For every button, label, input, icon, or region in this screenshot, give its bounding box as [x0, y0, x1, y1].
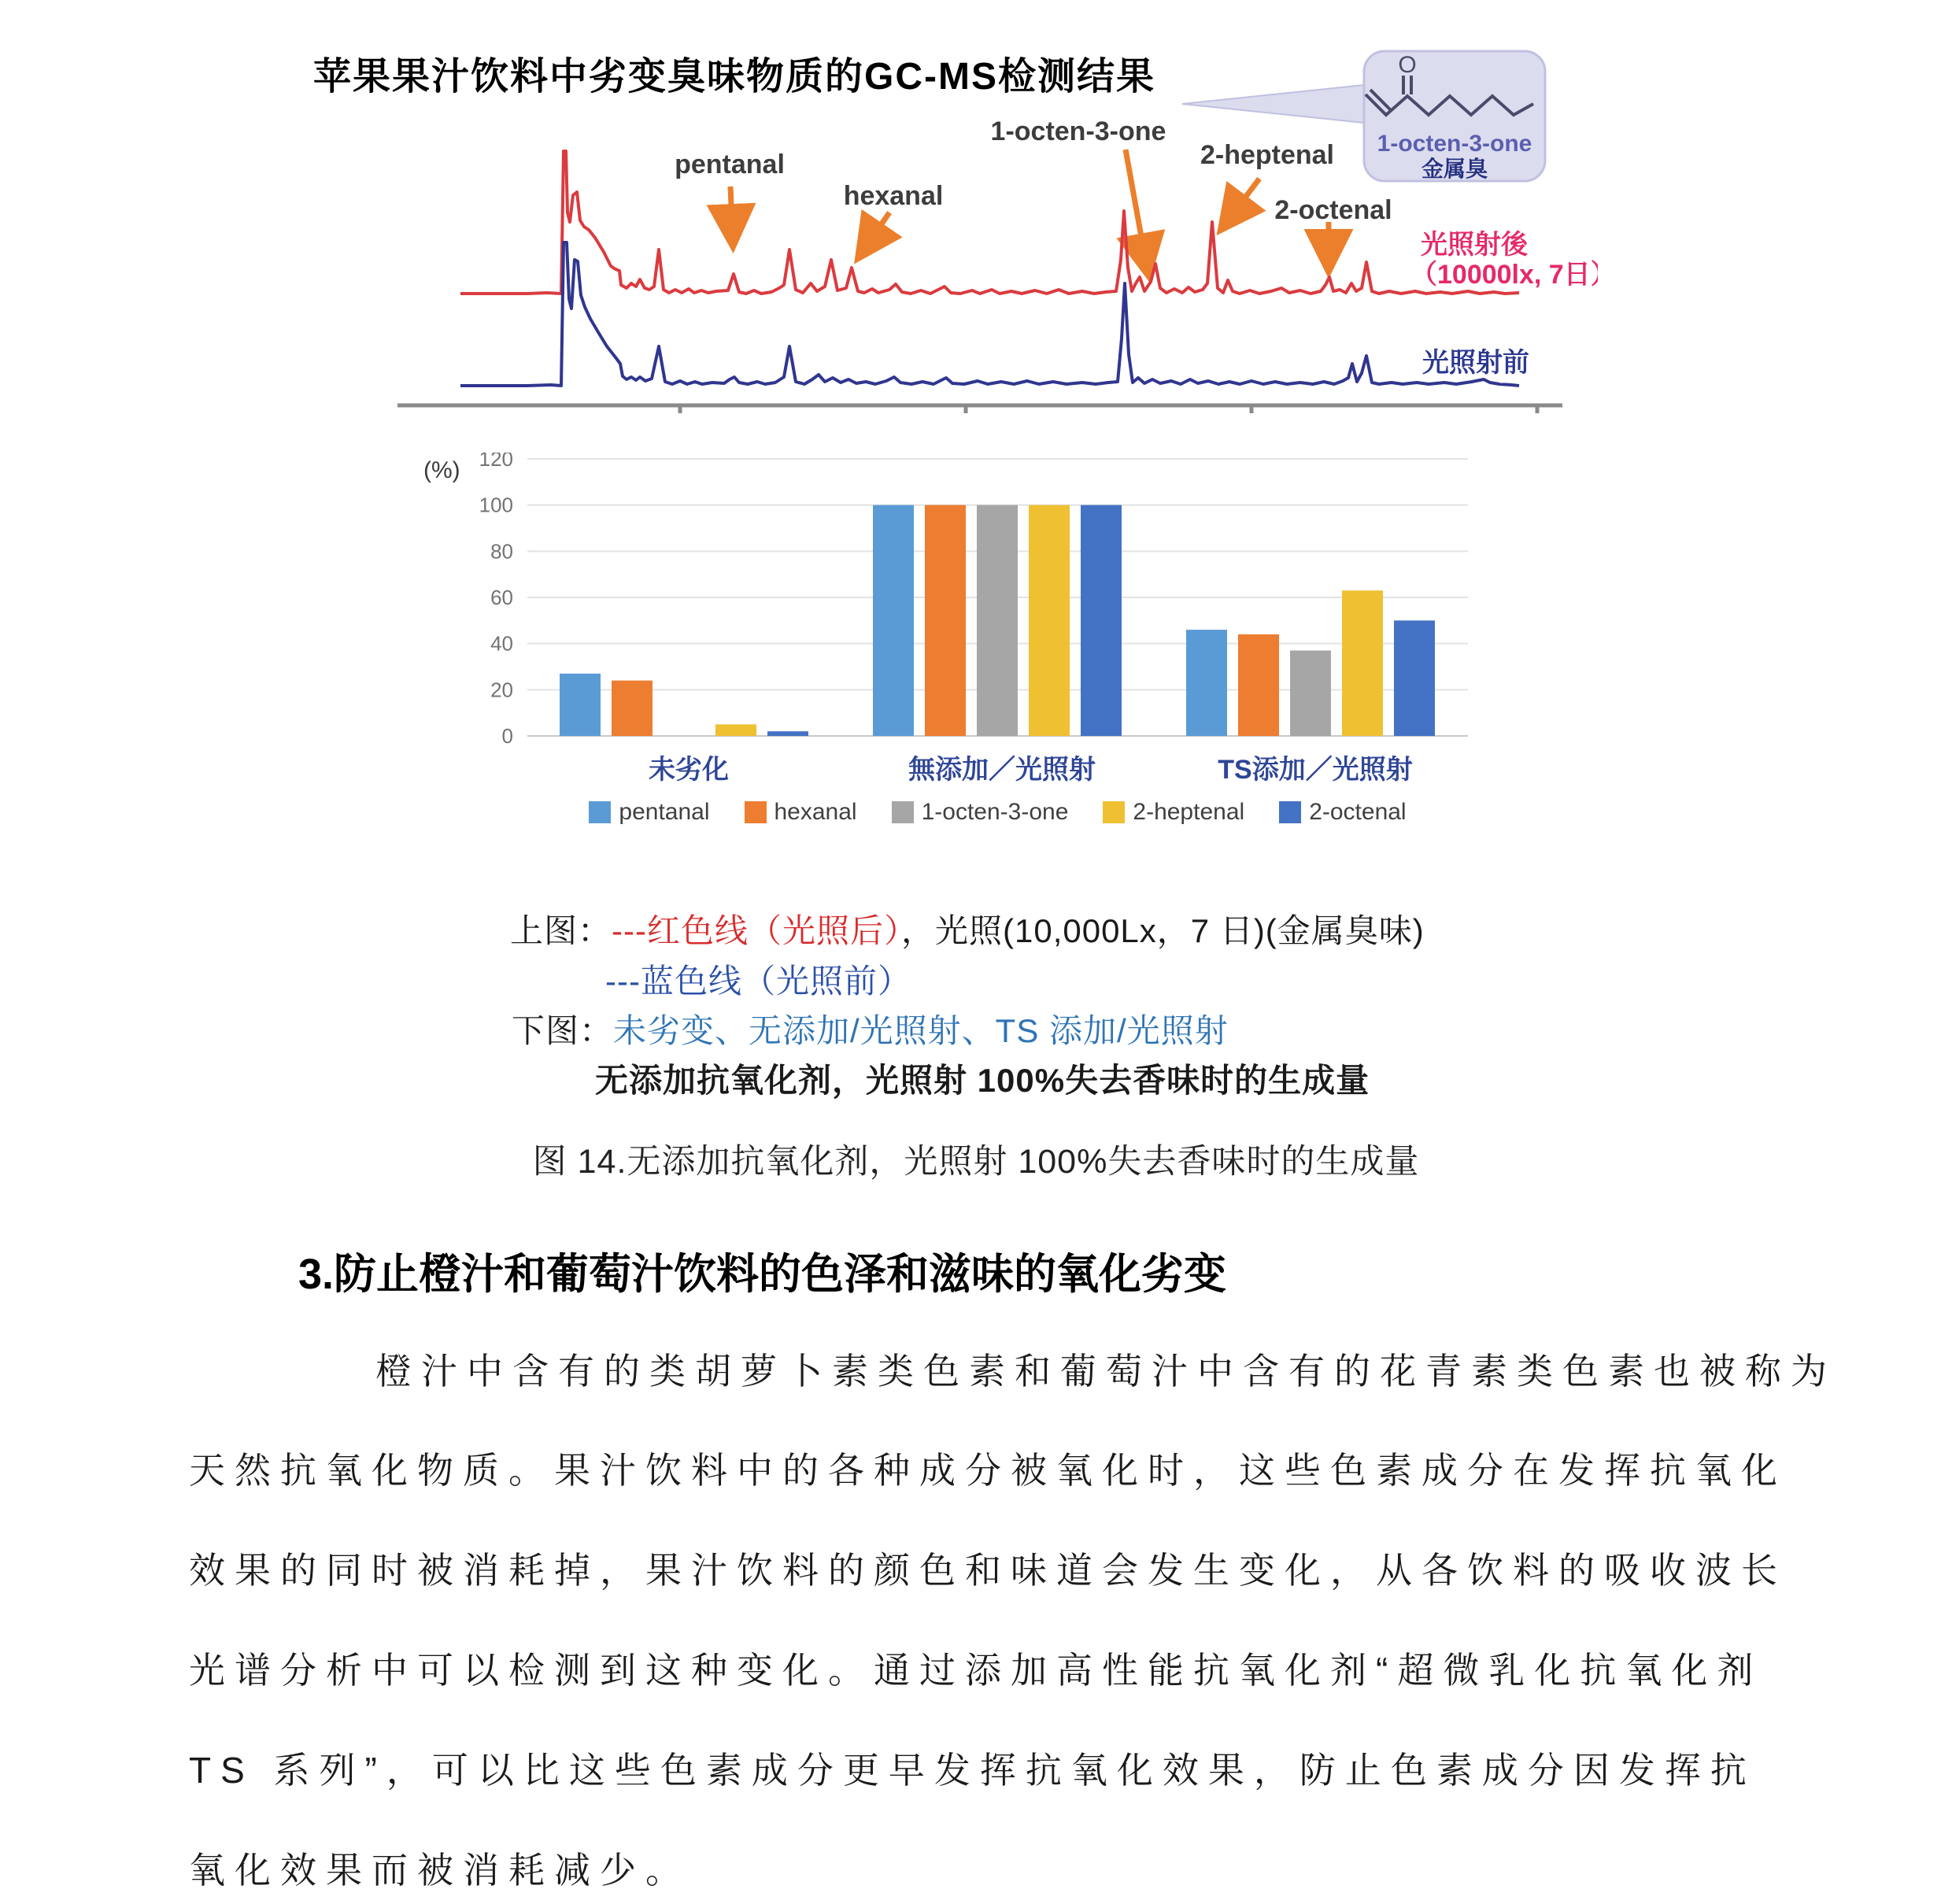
bar-2-octenal — [767, 731, 808, 736]
before-irradiation-label: 光照射前 — [1422, 348, 1529, 378]
chromatogram-x-axis — [397, 405, 1562, 413]
bar-hexanal — [1238, 634, 1279, 736]
bar-1-octen-3-one — [977, 505, 1018, 736]
caption-line-3 — [512, 1005, 1229, 1052]
bar-2-octenal — [1081, 505, 1122, 736]
arrow-hexanal-icon — [860, 213, 889, 255]
legend-swatch-icon — [892, 801, 914, 823]
bar-pentanal — [873, 505, 914, 736]
callout-odor-label: 金属臭 — [1421, 157, 1488, 181]
bar-chart-figure — [417, 453, 1495, 854]
bar-2-heptenal — [1029, 505, 1070, 736]
y-tick-label: 60 — [490, 586, 513, 609]
category-label: TS添加／光照射 — [1218, 755, 1413, 785]
chart-legend — [527, 799, 1468, 826]
figure-title: 苹果果汁饮料中劣变臭味物质的GC-MS检测结果 — [313, 56, 1155, 98]
bar-2-octenal — [1394, 620, 1435, 736]
arrow-2-heptenal-icon — [1223, 179, 1259, 227]
paragraph-line: 天然抗氧化物质。果汁饮料中的各种成分被氧化时，这些色素成分在发挥抗氧化 — [189, 1450, 1787, 1491]
bar-chart-plot — [479, 453, 1468, 785]
legend-item — [892, 799, 1069, 826]
bar-2-heptenal — [1342, 590, 1383, 736]
y-tick-label: 20 — [490, 678, 513, 702]
caption-1-red-line: ---红色线（光照后） — [612, 912, 901, 949]
paragraph-line: 氧化效果而被消耗减少。 — [189, 1850, 691, 1891]
chromatogram-figure — [338, 24, 1598, 460]
legend-label: pentanal — [619, 799, 710, 825]
arrow-pentanal-icon — [730, 187, 733, 242]
legend-swatch-icon — [1279, 801, 1301, 823]
paragraph-line: 橙汁中含有的类胡萝卜素类色素和葡萄汁中含有的花青素类色素也被称为 — [375, 1351, 1836, 1392]
trace-before-irradiation — [460, 242, 1519, 386]
legend-item — [1279, 799, 1406, 826]
bar-2-heptenal — [715, 724, 756, 736]
peak-label-pentanal: pentanal — [675, 150, 785, 179]
section-heading: 3.防止橙汁和葡萄汁饮料的色泽和滋味的氧化劣变 — [298, 1251, 1227, 1298]
caption-line-4: 无添加抗氧化剂，光照射 100%失去香味时的生成量 — [595, 1062, 1370, 1099]
y-tick-label: 40 — [490, 631, 513, 656]
legend-label: hexanal — [774, 799, 857, 825]
y-tick-label: 120 — [479, 453, 513, 471]
peak-label-hexanal: hexanal — [843, 181, 944, 211]
legend-swatch-icon — [589, 801, 611, 823]
category-label: 未劣化 — [649, 755, 729, 785]
paragraph-line: TS 系列”，可以比这些色素成分更早发挥抗氧化效果，防止色素成分因发挥抗 — [189, 1750, 1756, 1791]
bar-pentanal — [1186, 630, 1227, 736]
caption-3-conditions: 未劣变、无添加/光照射、TS 添加/光照射 — [613, 1012, 1229, 1049]
peak-label-2-octenal: 2-octenal — [1274, 195, 1392, 225]
gcms-chromatogram — [338, 24, 1598, 460]
figure-caption: 图 14.无添加抗氧化剂，光照射 100%失去香味时的生成量 — [532, 1143, 1420, 1181]
paragraph-line: 光谱分析中可以检测到这种变化。通过添加高性能抗氧化剂“超微乳化抗氧化剂 — [189, 1650, 1763, 1691]
caption-3-prefix: 下图： — [512, 1012, 614, 1049]
bar-hexanal — [925, 505, 966, 736]
caption-1-prefix: 上图： — [510, 912, 612, 949]
bar-hexanal — [612, 681, 653, 736]
molecule-oxygen-label: O — [1398, 52, 1417, 78]
caption-line-1 — [510, 905, 1425, 952]
legend-swatch-icon — [745, 801, 767, 823]
bar-chart — [417, 453, 1495, 791]
y-axis-unit-label: (%) — [423, 457, 460, 483]
legend-label: 1-octen-3-one — [921, 799, 1069, 825]
after-irradiation-label-line1: 光照射後 — [1421, 230, 1528, 260]
legend-swatch-icon — [1103, 801, 1125, 823]
callout-tail — [1182, 85, 1364, 123]
caption-line-2: ---蓝色线（光照前） — [605, 963, 911, 1000]
legend-item — [589, 799, 709, 826]
peak-label-2-heptenal: 2-heptenal — [1200, 140, 1335, 170]
peak-label-1-octen-3-one: 1-octen-3-one — [990, 116, 1166, 146]
caption-1-rest: ，光照(10,000Lx，7 日)(金属臭味) — [900, 912, 1425, 949]
legend-label: 2-octenal — [1309, 799, 1407, 825]
arrow-1-octen-3-one-icon — [1126, 150, 1148, 272]
legend-item — [1103, 799, 1244, 826]
paragraph-line: 效果的同时被消耗掉，果汁饮料的颜色和味道会发生变化，从各饮料的吸收波长 — [189, 1550, 1787, 1591]
legend-item — [745, 799, 857, 826]
y-tick-label: 100 — [479, 493, 513, 517]
y-tick-label: 0 — [501, 724, 513, 748]
bar-pentanal — [560, 674, 601, 736]
callout-compound-label: 1-octen-3-one — [1377, 131, 1532, 157]
category-label: 無添加／光照射 — [908, 755, 1096, 785]
y-tick-label: 80 — [490, 539, 513, 564]
after-irradiation-label-line2: （10000lx, 7日） — [1410, 260, 1598, 290]
legend-label: 2-heptenal — [1133, 799, 1245, 825]
bar-1-octen-3-one — [1290, 650, 1331, 736]
